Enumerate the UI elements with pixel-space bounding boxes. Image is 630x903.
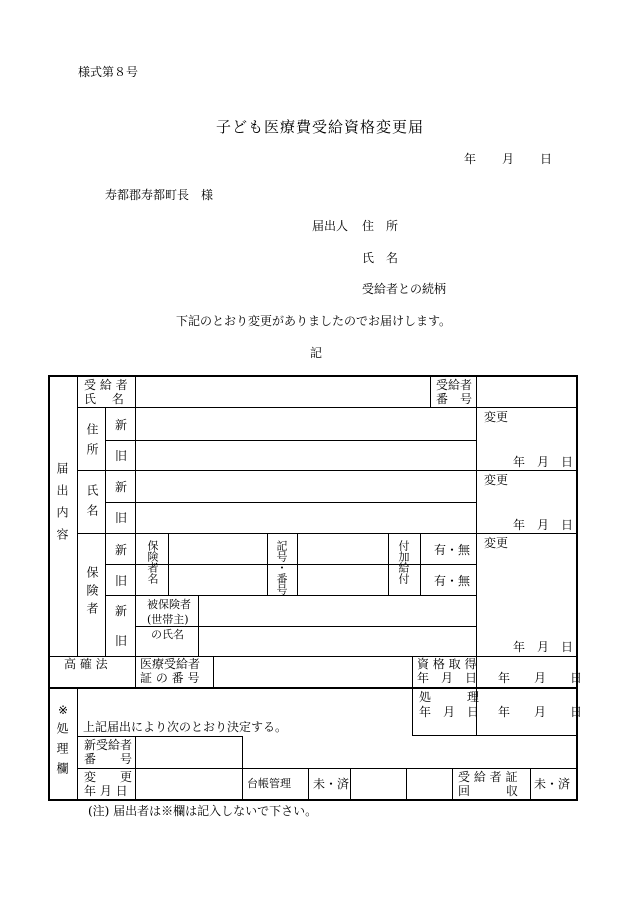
recipient-number-label-1: 受給者 bbox=[436, 378, 473, 392]
insured-old-label: 旧 bbox=[115, 634, 128, 648]
date-day: 日 bbox=[540, 152, 553, 166]
processing-date: 年 月 日 bbox=[498, 705, 583, 719]
processing-label: 処理欄 bbox=[55, 722, 69, 782]
cert-collection-label-2: 回 収 bbox=[458, 784, 519, 798]
insurer-old-label: 旧 bbox=[115, 574, 128, 588]
name-new-label: 新 bbox=[115, 480, 128, 494]
processing-date-label-1: 処 理 bbox=[419, 690, 480, 704]
address-change-label: 変更 bbox=[484, 410, 509, 424]
new-recipient-no-label-1: 新受給者 bbox=[84, 738, 133, 752]
ledger-status: 未・済 bbox=[313, 777, 350, 791]
addressee: 寿都郡寿都町長 様 bbox=[105, 188, 214, 202]
recipient-name-label-1: 受 給 者 bbox=[84, 378, 128, 392]
change-date-label-1: 変 更 bbox=[84, 770, 133, 784]
recipient-number-label-2: 番 号 bbox=[436, 392, 473, 406]
name-section-label: 氏名 bbox=[85, 484, 99, 524]
form-number: 様式第８号 bbox=[78, 65, 139, 79]
cert-collection-status: 未・済 bbox=[534, 777, 571, 791]
medical-cert-label-2: 証 の 番 号 bbox=[140, 671, 200, 685]
decision-text: 上記届出により次のとおり決定する。 bbox=[83, 720, 288, 734]
symbol-number-label: 記号・番号 bbox=[275, 540, 288, 595]
date-year: 年 bbox=[464, 152, 477, 166]
benefit-new-yes-no: 有・無 bbox=[434, 543, 471, 557]
processing-date-label-2: 年 月 日 bbox=[419, 705, 480, 719]
ki-label: 記 bbox=[310, 346, 323, 360]
insurer-new-label: 新 bbox=[115, 543, 128, 557]
insured-label-3: の氏名 bbox=[151, 628, 184, 641]
date-month: 月 bbox=[502, 152, 515, 166]
intro-text: 下記のとおり変更がありましたのでお届けします。 bbox=[176, 314, 452, 328]
insured-new-label: 新 bbox=[115, 604, 128, 618]
name-change-date: 年 月 日 bbox=[513, 518, 574, 532]
benefit-old-yes-no: 有・無 bbox=[434, 574, 471, 588]
footnote: (注) 届出者は※欄は記入しないで下さい。 bbox=[88, 804, 318, 818]
medical-cert-label-1: 医療受給者 bbox=[140, 657, 201, 671]
insured-label-1: 被保険者 bbox=[147, 598, 191, 611]
address-label: 住 所 bbox=[362, 219, 399, 233]
address-old-label: 旧 bbox=[115, 449, 128, 463]
name-old-label: 旧 bbox=[115, 511, 128, 525]
insurer-section-label: 保険者 bbox=[85, 566, 99, 620]
qualification-label-1: 資 格 取 得 bbox=[417, 657, 477, 671]
relation-label: 受給者との続柄 bbox=[362, 282, 447, 296]
form-title: 子ども医療費受給資格変更届 bbox=[216, 118, 425, 136]
change-date-label-2: 年 月 日 bbox=[84, 784, 128, 798]
insurer-change-label: 変更 bbox=[484, 536, 509, 550]
cert-collection-label-1: 受 給 者 証 bbox=[458, 770, 518, 784]
insurer-name-label: 保険者名 bbox=[146, 540, 159, 584]
name-label: 氏 名 bbox=[362, 251, 399, 265]
additional-benefit-label: 付加給付 bbox=[397, 540, 410, 584]
qualification-label-2: 年 月 日 bbox=[417, 671, 478, 685]
applicant-label: 届出人 bbox=[312, 219, 349, 233]
address-change-date: 年 月 日 bbox=[513, 455, 574, 469]
koukakuhou-label: 高 確 法 bbox=[64, 657, 108, 671]
address-section-label: 住所 bbox=[85, 423, 99, 463]
insurer-change-date: 年 月 日 bbox=[513, 640, 574, 654]
address-new-label: 新 bbox=[115, 418, 128, 432]
qualification-date: 年 月 日 bbox=[498, 671, 583, 685]
new-recipient-no-label-2: 番 号 bbox=[84, 752, 133, 766]
name-change-label: 変更 bbox=[484, 473, 509, 487]
recipient-name-label-2: 氏 名 bbox=[84, 392, 124, 406]
ledger-management-label: 台帳管理 bbox=[247, 777, 291, 790]
notification-content-label: 届出内容 bbox=[55, 462, 69, 550]
insured-label-2: (世帯主) bbox=[147, 613, 189, 626]
processing-mark: ※ bbox=[58, 703, 69, 717]
